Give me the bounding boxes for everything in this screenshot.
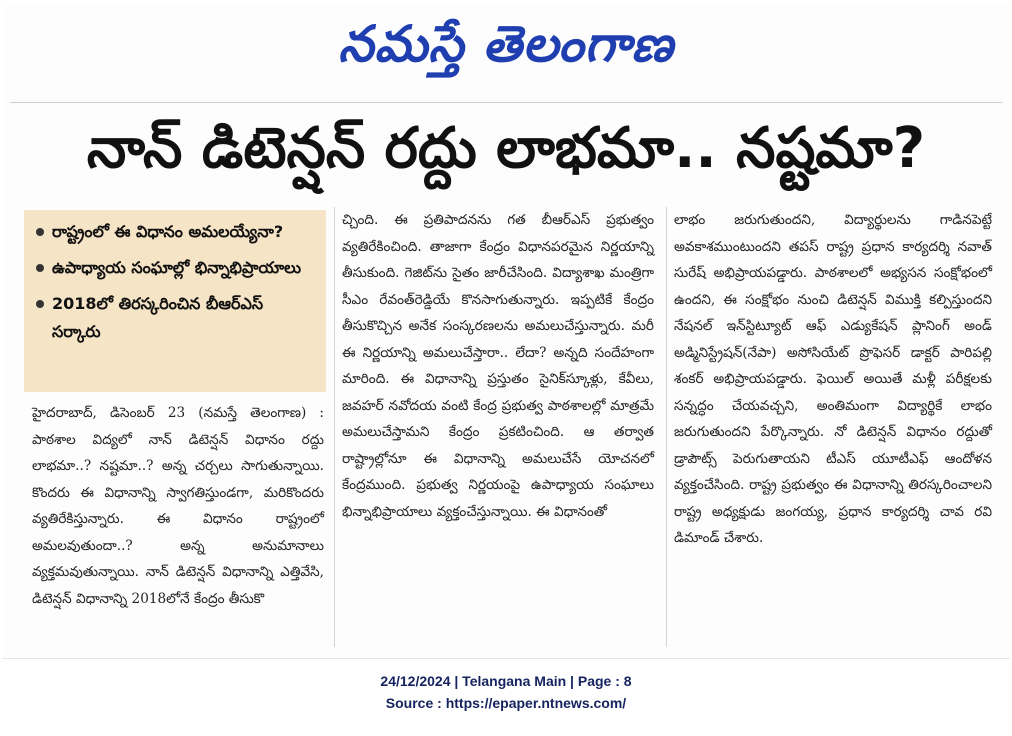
masthead bbox=[2, 2, 1010, 98]
highlight-text: ఉపాధ్యాయ సంఘాల్లో భిన్నాభిప్రాయాలు bbox=[52, 258, 302, 277]
article-column-2: చ్చింది. ఈ ప్రతిపాదనను గత బీఆర్ఎస్ ప్రభుత్వం వ్యతిరేకించింది. తాజాగా కేంద్రం విధానపరమైన నిర్ణయాన్ని తీసుకుంది. గెజిట్‌ను సైతం జారీచేసింది. విద్యాశాఖ మంత్రిగా సీఎం రేవంత్‌రెడ్డియే కొనసాగుతున్నారు. ఇప్పటికే కేంద్రం తీసుకొచ్చిన అనేక సంస్కరణలను అమలుచేస్తున్నారు. మరీ ఈ నిర్ణయాన్ని అమలుచేస్తారా.. లేదా? అన్నది సందేహంగా మారింది. ఈ విధానాన్ని ప్రస్తుతం సైనిక్‌స్కూళ్లు, కేవీలు, జవహర్ నవోదయ వంటి కేంద్ర ప్రభుత్వ పాఠశాలల్లో మాత్రమే అమలుచేస్తామని కేంద్రం ప్రకటించింది. ఆ తర్వాత రాష్ట్రాల్లోనూ ఈ విధానాన్ని అమలుచేసే యోచనలో కేంద్రముంది. ప్రభుత్వ నిర్ణయంపై ఉపాధ్యాయ సంఘాలు భిన్నాభిప్రాయాలు వ్యక్తంచేస్తున్నాయి. ఈ విధానంతో bbox=[342, 212, 654, 520]
bullet-icon bbox=[36, 228, 44, 236]
highlight-text: 2018లో తిరస్కరించిన బీఆర్ఎస్ సర్కారు bbox=[52, 294, 264, 341]
highlight-item bbox=[34, 254, 316, 282]
highlight-text: రాష్ట్రంలో ఈ విధానం అమలయ్యేనా? bbox=[52, 222, 284, 241]
masthead-title: నమస్తే తెలంగాణ bbox=[338, 14, 674, 73]
newspaper-clipping bbox=[2, 2, 1010, 659]
bullet-icon bbox=[36, 264, 44, 272]
highlight-item bbox=[34, 290, 316, 346]
footer-source: Source : https://epaper.ntnews.com/ bbox=[385, 695, 627, 711]
article-column-1: హైదరాబాద్, డిసెంబర్ 23 (నమస్తే తెలంగాణ) : పాఠశాల విద్యలో నాన్ డిటెన్షన్ విధానం రద్దు లాభమా..? నష్టమా..? అన్న చర్చలు సాగుతున్నాయి. కొందరు ఈ విధానాన్ని స్వాగతిస్తుండగా, మరికొందరు వ్యతిరేకిస్తున్నారు. ఈ విధానం రాష్ట్రంలో అమలవుతుందా..? అన్న అనుమానాలు వ్యక్తమవుతున్నాయి. నాన్ డిటెన్షన్ విధానాన్ని ఎత్తివేసి, డిటెన్షన్ విధానాన్ని 2018లోనే కేంద్రం తీసుకొ bbox=[32, 405, 324, 607]
headline: నాన్ డిటెన్షన్ రద్దు లాభమా.. నష్టమా? bbox=[86, 115, 926, 181]
bullet-icon bbox=[36, 300, 44, 308]
footer bbox=[0, 670, 1012, 714]
highlights-box bbox=[24, 210, 326, 392]
column-divider bbox=[666, 207, 667, 647]
footer-date-edition: 24/12/2024 | Telangana Main | Page : 8 bbox=[380, 673, 632, 689]
column-divider bbox=[334, 207, 335, 647]
article-column-3: లాభం జరుగుతుందని, విద్యార్థులను గాడినపెట్టే అవకాశముంటుందని తపస్ రాష్ట్ర ప్రధాన కార్యదర్శి నవాత్ సురేష్ అభిప్రాయపడ్డారు. పాఠశాలలో అభ్యసన సంక్షోభంలో ఉందని, ఈ సంక్షోభం నుంచి డిటెన్షన్ విముక్తి కల్పిస్తుందని నేషనల్ ఇన్‌స్టిట్యూట్ ఆఫ్ ఎడ్యుకేషన్ ప్లానింగ్ అండ్ అడ్మినిస్ట్రేషన్(నేపా) అసోసియేట్ ప్రొఫెసర్ డాక్టర్ పారిపల్లి శంకర్ అభిప్రాయపడ్డారు. ఫెయిల్ అయితే మళ్లీ పరీక్షలకు సన్నద్ధం చేయవచ్చని, అంతిమంగా విద్యార్థికే లాభం జరుగుతుందని పేర్కొన్నారు. నో డిటెన్షన్ విధానం రద్దుతో డ్రాపౌట్స్ పెరుగుతాయని టీఎస్ యూటీఎఫ్ ఆందోళన వ్యక్తంచేసింది. రాష్ట్ర ప్రభుత్వం ఈ విధానాన్ని తిరస్కరించాలని రాష్ట్ర అధ్యక్షుడు జంగయ్య, ప్రధాన కార్యదర్శి చావ రవి డిమాండ్ చేశారు. bbox=[674, 212, 992, 546]
masthead-divider bbox=[10, 102, 1002, 103]
highlight-item bbox=[34, 218, 316, 246]
